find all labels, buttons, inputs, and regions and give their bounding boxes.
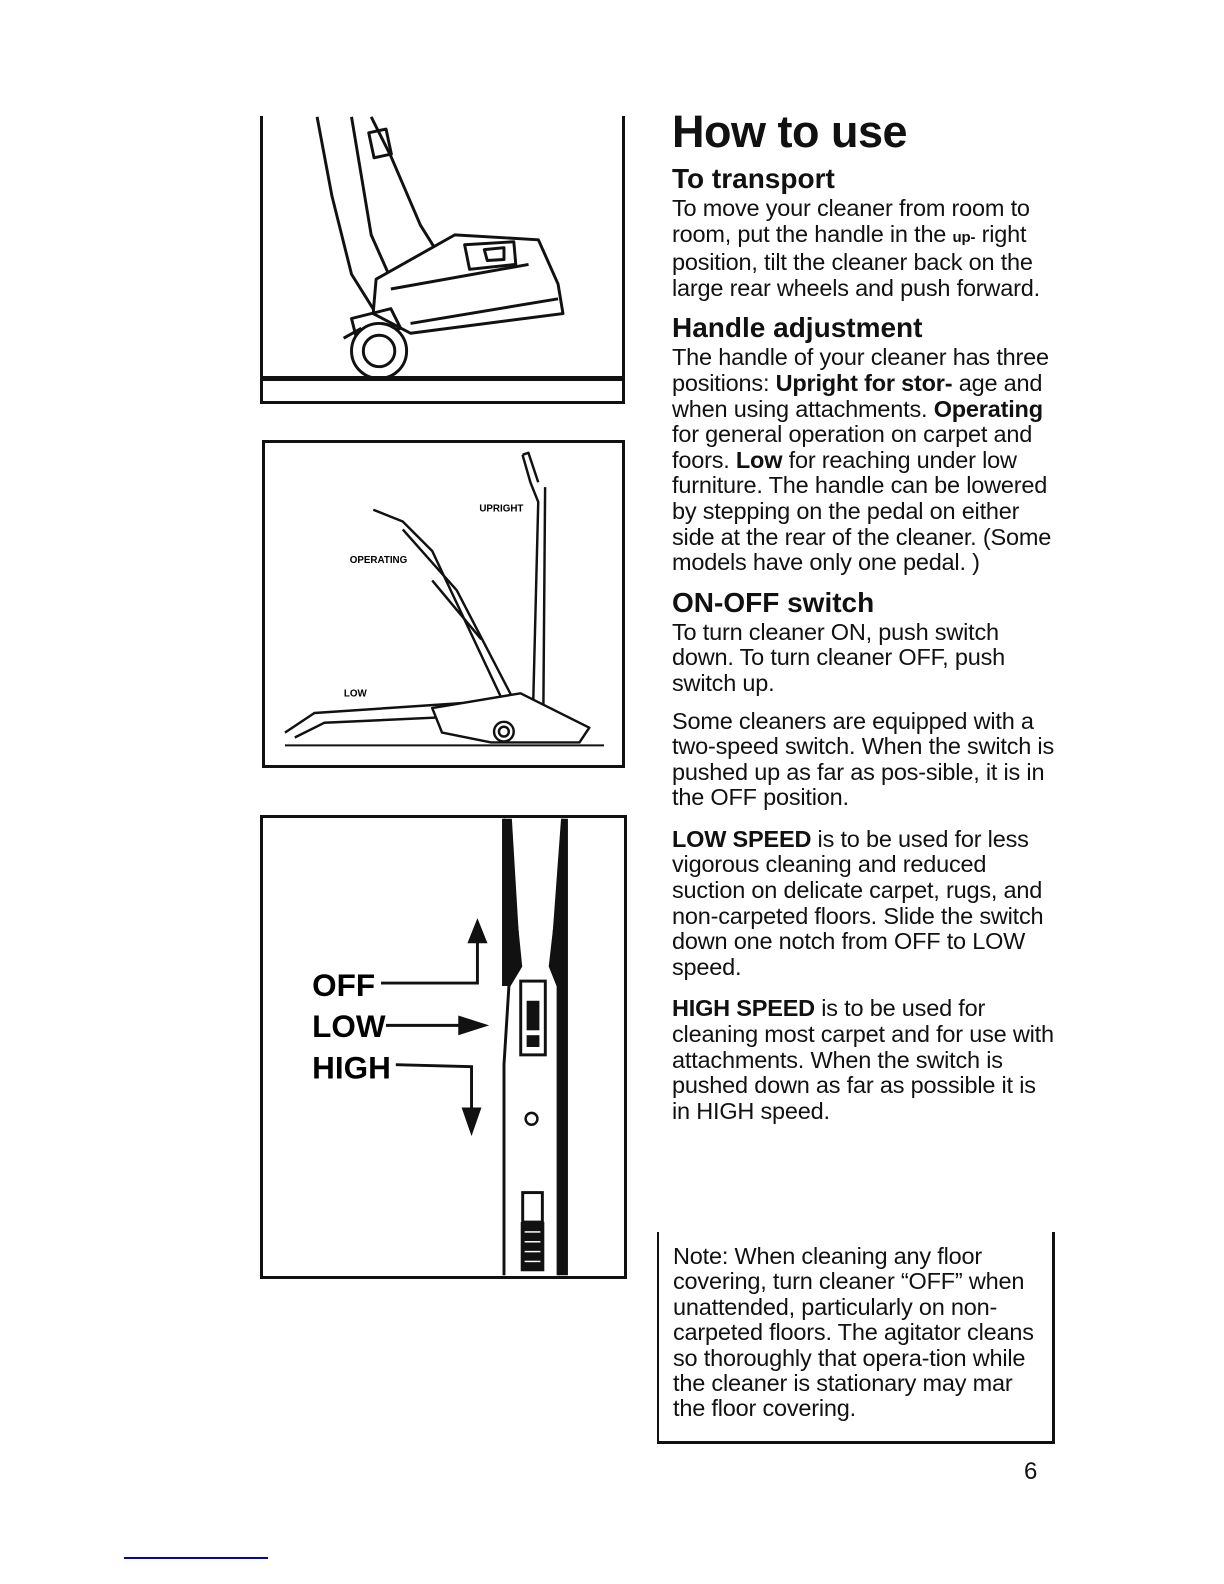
low-speed-label: LOW — [312, 1009, 386, 1045]
upright-term: Upright for stor- — [775, 369, 953, 396]
low-label: LOW — [343, 688, 367, 700]
transport-illustration — [260, 116, 625, 404]
onoff-text-2: Some cleaners are equipped with a two-speed switch. When the switch is pushed up as far as pos-sible, it is in the OFF position. — [672, 707, 1055, 811]
page-title: How to use — [672, 106, 908, 157]
instructions-column — [672, 102, 1057, 1124]
high-speed-text — [672, 996, 1057, 1124]
high-speed-label: HIGH — [312, 1050, 391, 1086]
transport-heading: To transport — [672, 163, 835, 194]
high-speed-description: is to be used for cleaning most carpet and for use with attachments. When the switch is pushed down as far as possible it is in HIGH speed. — [672, 995, 1054, 1124]
operating-term: Operating — [933, 395, 1043, 422]
low-speed-text — [672, 827, 1057, 981]
switch-drawing — [263, 818, 624, 1276]
handle-text — [672, 345, 1057, 575]
low-term: Low — [735, 446, 783, 473]
high-speed-term: HIGH SPEED — [672, 995, 815, 1022]
transport-text — [672, 196, 1057, 301]
onoff-heading: ON-OFF switch — [672, 586, 875, 618]
operating-label: OPERATING — [349, 554, 408, 566]
page-number: 6 — [1024, 1458, 1038, 1485]
transport-text-up: up- — [952, 228, 976, 246]
off-label: OFF — [312, 967, 376, 1003]
handle-text-part-4: for reaching under low furniture. The handle can be lowered by stepping on the pedal on either side at the rear of the cleaner. (Some models have only one pedal. ) — [672, 446, 1052, 576]
upright-label: UPRIGHT — [479, 503, 524, 515]
transport-text-part-2: right position, tilt the cleaner back on the large rear wheels and push forward. — [672, 220, 1040, 301]
upright-cleaner-drawing — [263, 116, 622, 401]
handle-text-part-1: The handle of your cleaner has three positions: — [672, 344, 1049, 396]
handle-text-part-3: for general operation on carpet and foors. — [672, 421, 1033, 473]
low-speed-term: LOW SPEED — [672, 825, 812, 852]
handle-heading: Handle adjustment — [672, 312, 923, 344]
note-box — [657, 1232, 1055, 1444]
onoff-text-1: To turn cleaner ON, push switch down. To turn cleaner OFF, push switch up. — [672, 618, 1005, 696]
transport-text-part-1: To move your cleaner from room to room, put the handle in the — [672, 195, 1030, 247]
handle-positions-illustration — [262, 440, 625, 768]
note-text: Note: When cleaning any floor covering, turn cleaner “OFF” when unattended, particularly on non-carpeted floors. The agitator cleans so thoroughly that opera-tion while the cleaner is stationary may mar the floor covering. — [673, 1243, 1034, 1422]
handle-text-part-2: age and when using attachments. — [672, 369, 1043, 422]
switch-illustration — [260, 815, 627, 1279]
low-speed-description: is to be used for less vigorous cleaning and reduced suction on delicate carpet, rugs, and non-carpeted floors. Slide the switch down one notch from OFF to LOW speed. — [672, 825, 1044, 980]
bottom-divider — [124, 1557, 268, 1559]
handle-positions-drawing — [265, 443, 622, 765]
